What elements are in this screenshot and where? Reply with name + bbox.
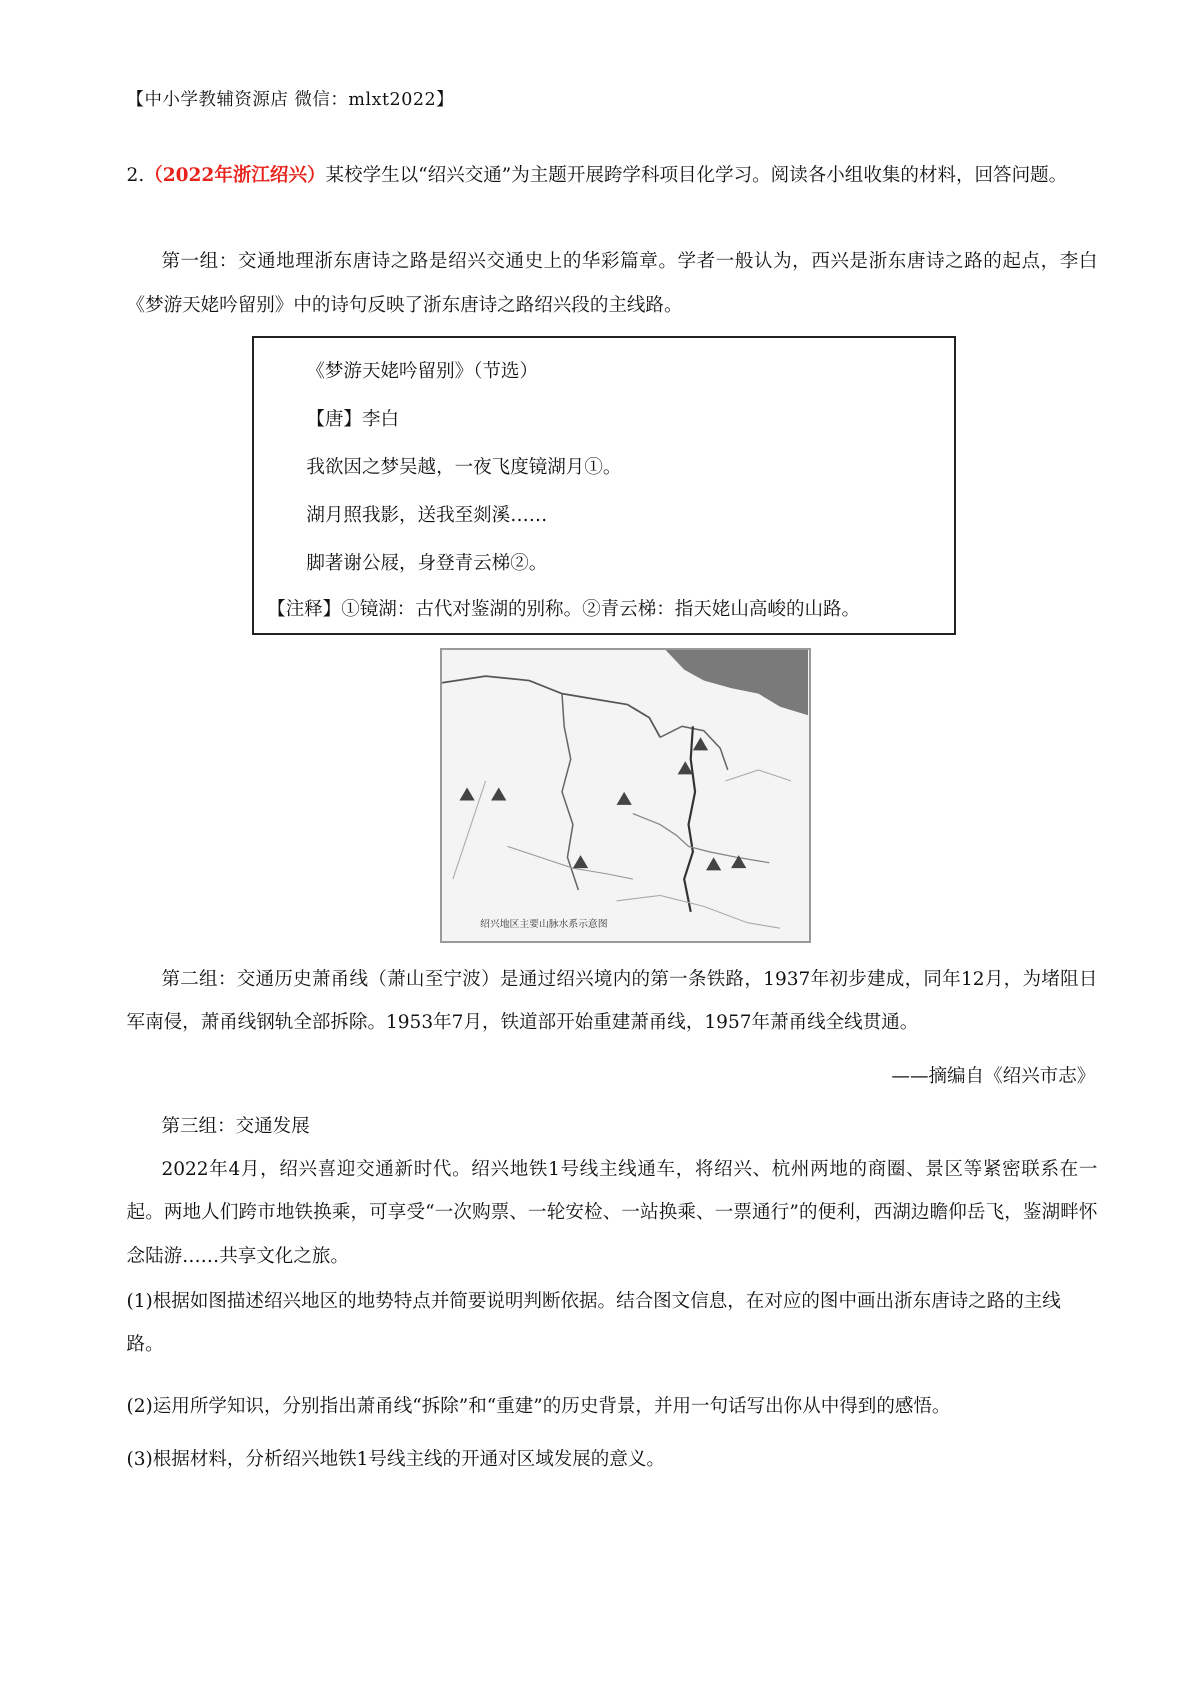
group1-text: 第一组：交通地理浙东唐诗之路是绍兴交通史上的华彩篇章。学者一般认为，西兴是浙东唐诗之路的起点，李白《梦游天姥吟留别》中的诗句反映了浙东唐诗之路绍兴段的主线路。	[126, 250, 1098, 316]
poem-title: 《梦游天姥吟留别》（节选）	[306, 360, 538, 382]
sub-question-3: (3)根据材料，分析绍兴地铁1号线主线的开通对区域发展的意义。	[126, 1448, 665, 1470]
poem-line-1: 我欲因之梦吴越，一夜飞度镜湖月①。	[306, 456, 622, 478]
bay-water	[665, 650, 808, 715]
river-branch	[660, 726, 728, 770]
mountain-marker	[459, 787, 474, 800]
question-source: （2022年浙江绍兴）	[144, 164, 326, 186]
western-river	[562, 694, 578, 890]
poem-box	[252, 336, 956, 635]
poem-author: 【唐】李白	[306, 408, 400, 430]
question-number: 2.	[126, 164, 145, 186]
question-stem	[127, 154, 1098, 198]
south-boundary	[616, 895, 780, 928]
northern-river	[442, 676, 660, 737]
group3-title: 第三组：交通发展	[161, 1116, 310, 1138]
mountain-marker	[706, 857, 721, 870]
poem-line-2: 湖月照我影，送我至剡溪……	[306, 504, 548, 526]
sub-question-2: (2)运用所学知识，分别指出萧甬线“拆除”和“重建”的历史背景，并用一句话写出你从中得到的感悟。	[126, 1396, 951, 1418]
poem-line-3: 脚著谢公屐，身登青云梯②。	[306, 552, 548, 574]
eastern-river	[684, 726, 695, 911]
mountain-marker	[491, 787, 506, 800]
sub-question-1: (1)根据如图描述绍兴地区的地势特点并简要说明判断依据。结合图文信息，在对应的图中画出浙东唐诗之路的主线路。	[126, 1290, 1061, 1356]
central-stream	[633, 814, 769, 863]
east-boundary	[725, 770, 790, 781]
group3-text: 2022年4月，绍兴喜迎交通新时代。绍兴地铁1号线主线通车，将绍兴、杭州两地的商圈、景区等紧密联系在一起。两地人们跨市地铁换乘，可享受“一次购票、一轮安检、一站换乘、一票通行”的便利，西湖边瞻仰岳飞，鉴湖畔怀念陆游……共享文化之旅。	[126, 1158, 1098, 1267]
mountain-marker	[693, 737, 708, 750]
poem-note: 【注释】①镜湖：古代对鉴湖的别称。②青云梯：指天姥山高峻的山路。	[267, 599, 861, 621]
group2-source: ——摘编自《绍兴市志》	[891, 1065, 1096, 1087]
map-figure	[442, 650, 809, 940]
region-map	[440, 648, 811, 943]
page-header: 【中小学教辅资源店 微信：mlxt2022】	[126, 90, 455, 111]
group2-text: 第二组：交通历史萧甬线（萧山至宁波）是通过绍兴境内的第一条铁路，1937年初步建成，同年12月，为堵阻日军南侵，萧甬线钢轨全部拆除。1953年7月，铁道部开始重建萧甬线，1957年萧甬线全线贯通。	[126, 968, 1098, 1034]
question-text: 某校学生以“绍兴交通”为主题开展跨学科项目化学习。阅读各小组收集的材料，回答问题。	[325, 164, 1068, 186]
southern-stream	[507, 846, 632, 879]
mountain-marker	[616, 792, 631, 805]
map-caption: 绍兴地区主要山脉水系示意图	[479, 919, 608, 931]
mountain-marker	[573, 855, 588, 868]
